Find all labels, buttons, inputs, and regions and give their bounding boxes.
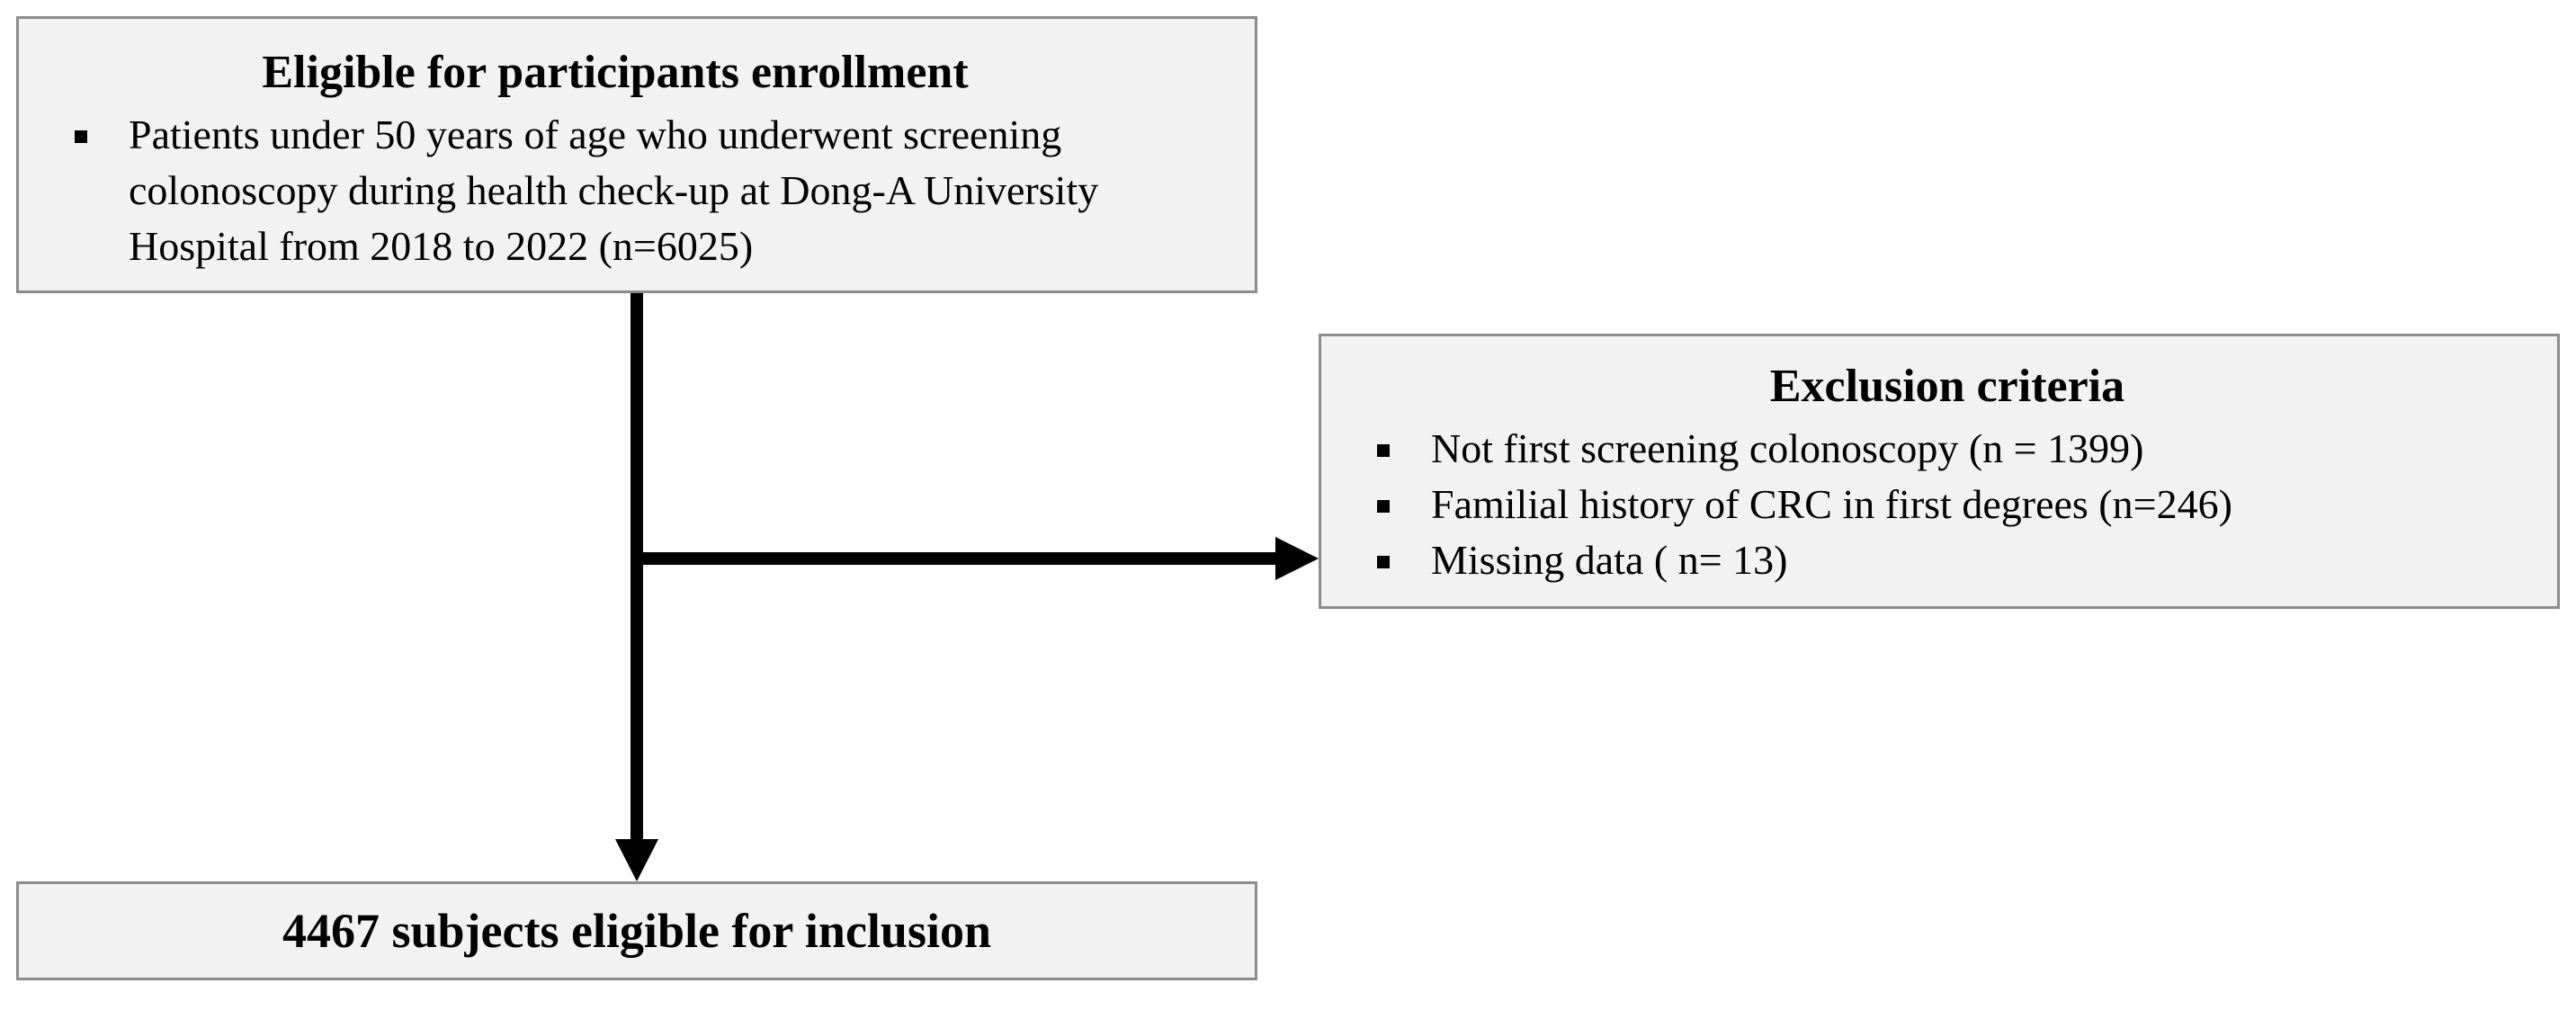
inclusion-title: 4467 subjects eligible for inclusion [282,903,992,958]
main-flow-arrowhead [615,839,658,881]
exclusion-title: Exclusion criteria [1769,361,2125,412]
enrollment-title: Eligible for participants enrollment [262,47,969,98]
exclusion-item-text: Not first screening colonoscopy (n = 1399) [1431,425,2144,471]
enrollment-box [16,16,1257,293]
exclusion-item [1341,532,2536,588]
exclusion-list [1341,421,2536,588]
inclusion-box [16,881,1257,980]
exclusion-branch-arrowhead [1275,537,1319,580]
enrollment-item-text: Patients under 50 years of age who underwent screening colonoscopy during health check-up at Dong-A University Hospital from 2018 to 2022 (n=6025) [129,111,1099,269]
exclusion-item-text: Familial history of CRC in first degrees (n=246) [1431,480,2232,527]
exclusion-box [1319,334,2560,609]
exclusion-item [1341,477,2536,532]
exclusion-item-text: Missing data ( n= 13) [1431,536,1788,583]
exclusion-item [1341,421,2536,477]
enrollment-item [39,107,1228,274]
square-bullet-icon [1377,500,1390,513]
square-bullet-icon [1377,556,1390,568]
square-bullet-icon [75,130,87,143]
square-bullet-icon [1377,444,1390,457]
enrollment-list [39,107,1228,274]
